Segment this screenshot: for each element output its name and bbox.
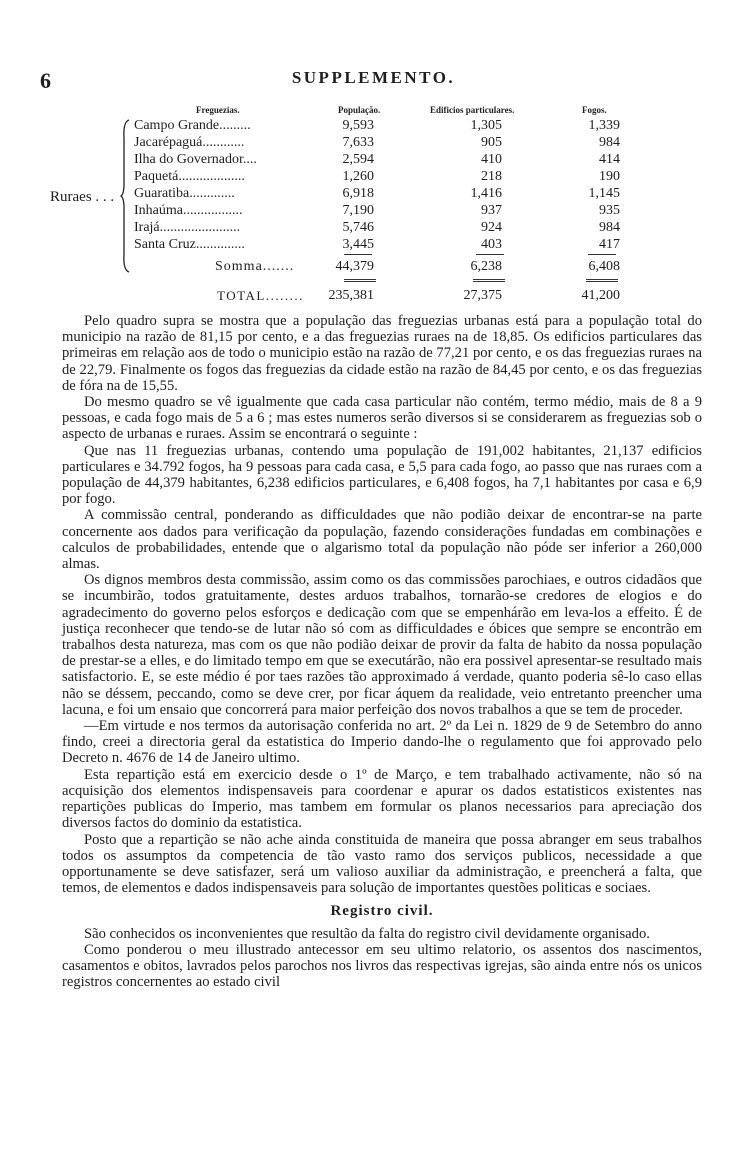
paragraph: Posto que a repartição se não ache ainda constituida de maneira que possa abranger em seus trabalhos todos os assumptos da competencia de tão vasto ramo dos serviços publicos, necessidade a que opportunamente se deve satisfazer, será um valioso auxiliar da administração, e preencherá a falta, que temos, de elementos e dados indispensaveis para solução de importantes questões politicas e sociaes. <box>62 831 702 897</box>
row-edificios: 410 <box>481 152 502 167</box>
row-edificios: 905 <box>481 135 502 150</box>
row-name: Paquetá................... <box>134 169 245 184</box>
row-fogos: 414 <box>599 152 620 167</box>
row-name: Inhaúma................. <box>134 203 243 218</box>
row-name: Campo Grande......... <box>134 118 251 133</box>
paragraph: Do mesmo quadro se vê igualmente que cada casa particular não contém, termo médio, mais de 8 a 9 pessoas, e cada fogo mais de 5 a 6 ; mas estes numeros serão diversos si se considerarem as freguezias sob o aspecto de urbanas e ruraes. Assim se encontrará o seguinte : <box>62 394 702 443</box>
column-header-freguezias: Freguezias. <box>196 105 240 115</box>
somma-fogos: 6,408 <box>588 259 620 274</box>
group-label-ruraes: Ruraes . . . <box>50 189 115 205</box>
sum-rule <box>344 254 372 255</box>
row-edificios: 937 <box>481 203 502 218</box>
total-rule <box>586 279 618 282</box>
row-populacao: 9,593 <box>342 118 374 133</box>
row-name: Irajá....................... <box>134 220 241 235</box>
row-populacao: 7,190 <box>342 203 374 218</box>
total-label: TOTAL........ <box>217 288 304 303</box>
somma-edificios: 6,238 <box>470 259 502 274</box>
row-populacao: 7,633 <box>342 135 374 150</box>
row-fogos: 190 <box>599 169 620 184</box>
row-fogos: 1,145 <box>588 186 620 201</box>
paragraph: A commissão central, ponderando as difficuldades que não podião deixar de encontrar-se na parte concernente aos dados para verificação da população, fazendo considerações fundadas em combinações e calculos de probabilidades, entende que o algarismo total da população não póde ser inferior a 260,000 almas. <box>62 507 702 573</box>
brace-bracket <box>120 118 130 274</box>
row-edificios: 403 <box>481 237 502 252</box>
row-edificios: 1,416 <box>470 186 502 201</box>
row-fogos: 417 <box>599 237 620 252</box>
row-populacao: 1,260 <box>342 169 374 184</box>
sum-rule <box>476 254 504 255</box>
total-fogos: 41,200 <box>581 288 620 303</box>
row-populacao: 2,594 <box>342 152 374 167</box>
total-edificios: 27,375 <box>463 288 502 303</box>
somma-populacao: 44,379 <box>335 259 374 274</box>
row-fogos: 935 <box>599 203 620 218</box>
paragraph: Esta repartição está em exercicio desde o 1º de Março, e tem trabalhado activamente, não só na acquisição dos elementos indispensaveis para coordenar e apurar os dados estatisticos existentes nas repartições publicas do Imperio, mas tambem em formular os planos necessarios para apreciação dos diversos factos do dominio da estatistica. <box>62 766 702 832</box>
running-head: SUPPLEMENTO. <box>291 68 456 87</box>
body-text <box>62 313 702 990</box>
paragraph: Os dignos membros desta commissão, assim como os das commissões parochiaes, e outros cidadãos que se incumbirão, todos gratuitamente, destes arduos trabalhos, tornarão-se credores de elogios e do agradecimento do governo pelos esforços e dedicação com que se empenhárão em leva-los a effeito. É de justiça reconhecer que tendo-se de lutar não só com as difficuldades e óbices que sempre se encontrão em trabalhos desta natureza, mas com os que não podião deixar de provir da falta de habito da nossa população de prestar-se a elles, e do limitado tempo em que se executárão, não era possivel apresentar-se resultado mais satisfactorio. E, se este médio é por taes razões tão approximado á verdade, quanto poderia sê-lo caso ellas não se déssem, peccando, como se deve crer, por ficar áquem da realidade, veio entretanto preencher uma lacuna, e foi um ensaio que concorrerá para maior perfeição dos novos trabalhos a que se tem de proceder. <box>62 572 702 718</box>
sum-rule <box>588 254 616 255</box>
paragraph: Que nas 11 freguezias urbanas, contendo uma população de 191,002 habitantes, 21,137 edificios particulares e 34.792 fogos, ha 9 pessoas para cada casa, e 5,5 para cada fogo, ao passo que nas ruraes com a população de 44,379 habitantes, 6,238 edificios particulares, e 6,408 fogos, ha 7,1 habitantes por casa e 6,9 por fogo. <box>62 442 702 508</box>
section-title: Registro civil. <box>330 903 434 920</box>
row-name: Jacarépaguá............ <box>134 135 245 150</box>
paragraph: São conhecidos os inconvenientes que resultão da falta do registro civil devidamente organisado. <box>84 925 650 942</box>
total-rule <box>344 279 376 282</box>
row-populacao: 6,918 <box>342 186 374 201</box>
row-edificios: 1,305 <box>470 118 502 133</box>
paragraph: Pelo quadro supra se mostra que a população das freguezias urbanas está para a população total do municipio na razão de 81,15 por cento, e a das freguezias ruraes na de 18,85. Os edificios particulares das primeiras em relação aos de todo o municipio estão na razão de 77,21 por cento, e os das freguezias ruraes na de 22,79. Finalmente os fogos das freguezias da cidade estão na razão de 84,45 por cento, e os das freguezias de fóra na de 15,55. <box>62 313 702 394</box>
row-name: Ilha do Governador.... <box>134 152 257 167</box>
row-fogos: 984 <box>599 135 620 150</box>
total-populacao: 235,381 <box>328 288 374 303</box>
page-number: 6 <box>40 68 51 93</box>
column-header-edificios: Edificios particulares. <box>430 105 515 115</box>
paragraph: —Em virtude e nos termos da autorisação conferida no art. 2º da Lei n. 1829 de 9 de Setembro do anno findo, creei a directoria geral da estatistica do Imperio dando-lhe o regulamento que foi approvado pelo Decreto n. 4676 de 14 de Janeiro ultimo. <box>62 718 702 767</box>
row-populacao: 3,445 <box>342 237 374 252</box>
row-populacao: 5,746 <box>342 220 374 235</box>
row-edificios: 924 <box>481 220 502 235</box>
paragraph: Como ponderou o meu illustrado antecessor em seu ultimo relatorio, os assentos dos nascimentos, casamentos e obitos, lavrados pelos parochos nos livros das respectivas igrejas, são ainda entre nós os unicos registros concernentes ao estado civil <box>62 941 702 991</box>
row-fogos: 984 <box>599 220 620 235</box>
row-name: Santa Cruz.............. <box>134 237 245 252</box>
column-header-fogos: Fogos. <box>582 105 607 115</box>
row-name: Guaratiba............. <box>134 186 235 201</box>
row-fogos: 1,339 <box>588 118 620 133</box>
column-header-populacao: População. <box>338 105 381 115</box>
somma-label: Somma....... <box>215 259 295 274</box>
row-edificios: 218 <box>481 169 502 184</box>
total-rule <box>473 279 505 282</box>
